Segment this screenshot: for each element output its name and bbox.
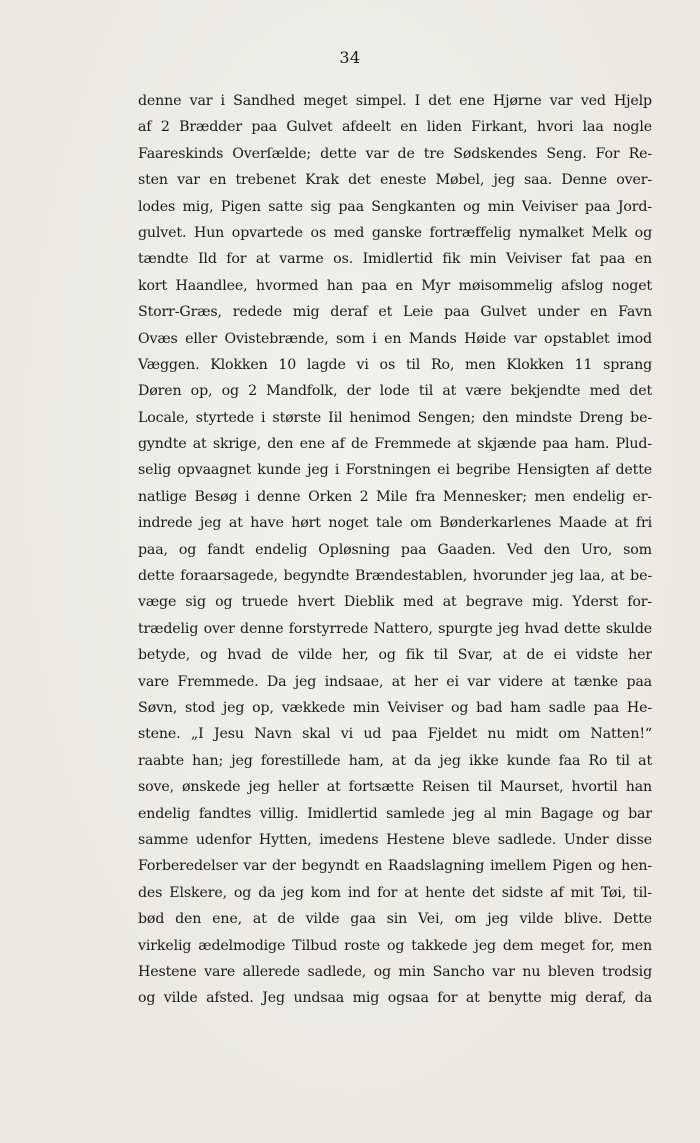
text-line: Døren op, og 2 Mandfolk, der lode til at være bekjendte med det (138, 383, 652, 400)
text-line: af 2 Brædder paa Gulvet afdeelt en liden Firkant, hvori laa nogle (138, 119, 652, 136)
text-line: Ovæs eller Ovistebrænde, som i en Mands Høide var opstablet imod (138, 330, 652, 347)
body-text (138, 88, 652, 1012)
text-line: samme udenfor Hytten, imedens Hestene bleve sadlede. Under disse (138, 831, 652, 848)
text-line: Storr-Græs, redede mig deraf et Leie paa Gulvet under en Favn (138, 304, 652, 321)
text-line: indrede jeg at have hørt noget tale om Bønderkarlenes Maade at fri (138, 515, 652, 532)
text-line: tændte Ild for at varme os. Imidlertid fik min Veiviser fat paa en (138, 251, 652, 268)
text-line: selig opvaagnet kunde jeg i Forstningen ei begribe Hensigten af dette (138, 462, 652, 479)
text-line: bød den ene, at de vilde gaa sin Vei, om jeg vilde blive. Dette (138, 911, 652, 928)
text-line: Forberedelser var der begyndt en Raadslagning imellem Pigen og hen- (138, 858, 652, 875)
text-line: Faareskinds Overſælde; dette var de tre Sødskendes Seng. For Re- (138, 145, 652, 162)
text-line: Hestene vare allerede sadlede, og min Sancho var nu bleven trodsig (138, 963, 652, 980)
text-line: Søvn, stod jeg op, vækkede min Veiviser og bad ham sadle paa He- (138, 699, 652, 716)
text-line: Væggen. Klokken 10 lagde vi os til Ro, men Klokken 11 sprang (138, 356, 652, 373)
text-line: lodes mig, Pigen satte sig paa Sengkanten og min Veiviser paa Jord- (138, 198, 652, 215)
text-line: og vilde afsted. Jeg undsaa mig ogsaa for at benytte mig deraf, da (138, 990, 652, 1007)
text-line: endelig fandtes villig. Imidlertid samlede jeg al min Bagage og bar (138, 805, 652, 822)
text-line: gyndte at skrige, den ene af de Fremmede at skjænde paa ham. Plud- (138, 436, 652, 453)
text-line: natlige Besøg i denne Orken 2 Mile fra Mennesker; men endelig er- (138, 488, 652, 505)
text-line: paa, og fandt endelig Opløsning paa Gaaden. Ved den Uro, som (138, 541, 652, 558)
text-line: kort Haandlee, hvormed han paa en Myr møisommelig afslog noget (138, 277, 652, 294)
text-line: stene. „I Jesu Navn skal vi ud paa Fjeldet nu midt om Natten!“ (138, 726, 652, 743)
text-line: væge sig og truede hvert Dieblik med at begrave mig. Yderst for- (138, 594, 652, 611)
text-line: denne var i Sandhed meget simpel. I det ene Hjørne var ved Hjelp (138, 93, 652, 109)
text-line: trædelig over denne forstyrrede Nattero, spurgte jeg hvad dette skulde (138, 620, 652, 637)
text-line: sove, ønskede jeg heller at fortsætte Reisen til Maurset, hvortil han (138, 779, 652, 796)
text-line: gulvet. Hun opvartede os med ganske fortræffelig nymalket Melk og (138, 224, 652, 241)
text-line: des Elskere, og da jeg kom ind for at hente det sidste af mit Tøi, til- (138, 884, 652, 901)
text-line: raabte han; jeg forestillede ham, at da jeg ikke kunde faa Ro til at (138, 752, 652, 769)
page-number: 34 (339, 48, 361, 67)
text-line: Locale, styrtede i største Iil henimod Sengen; den mindste Dreng be- (138, 409, 652, 426)
text-line: virkelig ædelmodige Tilbud roste og takkede jeg dem meget for, men (138, 937, 652, 954)
text-line: dette foraarsagede, begyndte Brændestablen, hvorunder jeg laa, at be- (138, 568, 652, 585)
text-line: vare Fremmede. Da jeg indsaae, at her ei var videre at tænke paa (138, 673, 652, 690)
text-line: betyde, og hvad de vilde her, og fik til Svar, at de ei vidste her (138, 647, 652, 664)
text-line: sten var en trebenet Krak det eneste Møbel, jeg saa. Denne over- (138, 172, 652, 189)
